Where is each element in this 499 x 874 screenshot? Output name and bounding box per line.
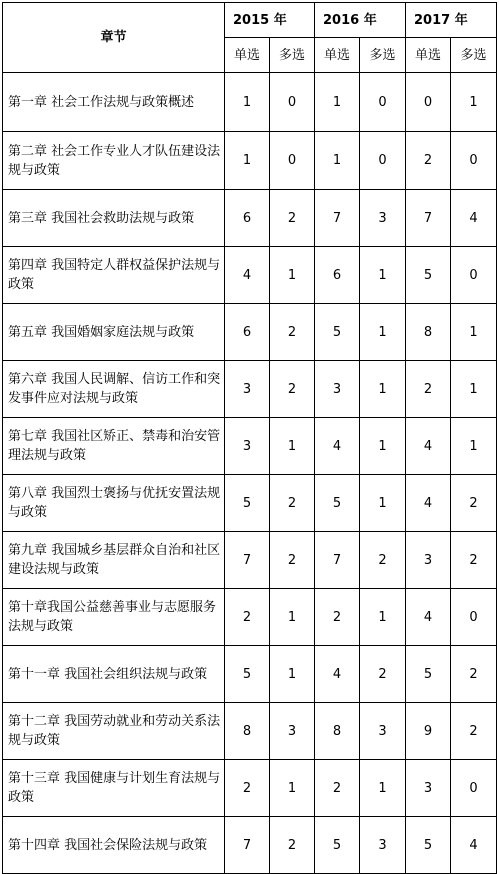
count-cell: 8 xyxy=(315,703,360,760)
count-cell: 2 xyxy=(270,304,315,361)
count-cell: 2 xyxy=(270,475,315,532)
count-cell: 2 xyxy=(406,132,451,190)
count-cell: 7 xyxy=(315,190,360,247)
single-choice-header: 单选 xyxy=(225,38,270,73)
count-cell: 2 xyxy=(360,532,406,589)
table-row xyxy=(3,190,497,247)
count-cell: 1 xyxy=(451,361,497,418)
count-cell: 0 xyxy=(451,589,497,646)
single-choice-header: 单选 xyxy=(315,38,360,73)
chapter-cell: 第九章 我国城乡基层群众自治和社区建设法规与政策 xyxy=(3,532,225,589)
count-cell: 7 xyxy=(406,190,451,247)
table-row xyxy=(3,73,497,132)
count-cell: 7 xyxy=(225,817,270,874)
count-cell: 2 xyxy=(225,760,270,817)
count-cell: 0 xyxy=(451,247,497,304)
count-cell: 1 xyxy=(360,589,406,646)
count-cell: 5 xyxy=(406,817,451,874)
multi-choice-header: 多选 xyxy=(360,38,406,73)
table-row xyxy=(3,132,497,190)
count-cell: 1 xyxy=(451,418,497,475)
count-cell: 4 xyxy=(225,247,270,304)
count-cell: 5 xyxy=(315,475,360,532)
count-cell: 3 xyxy=(406,760,451,817)
table-row xyxy=(3,817,497,874)
chapter-cell: 第七章 我国社区矫正、禁毒和治安管理法规与政策 xyxy=(3,418,225,475)
count-cell: 1 xyxy=(270,646,315,703)
count-cell: 1 xyxy=(270,760,315,817)
count-cell: 6 xyxy=(225,304,270,361)
table-row xyxy=(3,304,497,361)
count-cell: 5 xyxy=(315,304,360,361)
count-cell: 2 xyxy=(225,589,270,646)
count-cell: 2 xyxy=(360,646,406,703)
table-row xyxy=(3,532,497,589)
count-cell: 3 xyxy=(406,532,451,589)
count-cell: 1 xyxy=(360,247,406,304)
chapter-cell: 第八章 我国烈士褒扬与优抚安置法规与政策 xyxy=(3,475,225,532)
count-cell: 4 xyxy=(451,190,497,247)
count-cell: 1 xyxy=(360,760,406,817)
count-cell: 6 xyxy=(315,247,360,304)
chapter-cell: 第十二章 我国劳动就业和劳动关系法规与政策 xyxy=(3,703,225,760)
chapter-cell: 第十一章 我国社会组织法规与政策 xyxy=(3,646,225,703)
count-cell: 1 xyxy=(451,73,497,132)
count-cell: 4 xyxy=(406,475,451,532)
multi-choice-header: 多选 xyxy=(451,38,497,73)
count-cell: 3 xyxy=(360,190,406,247)
count-cell: 2 xyxy=(270,532,315,589)
table-row xyxy=(3,475,497,532)
count-cell: 0 xyxy=(270,132,315,190)
count-cell: 2 xyxy=(270,190,315,247)
count-cell: 0 xyxy=(270,73,315,132)
chapter-cell: 第三章 我国社会救助法规与政策 xyxy=(3,190,225,247)
count-cell: 5 xyxy=(225,646,270,703)
count-cell: 8 xyxy=(225,703,270,760)
count-cell: 3 xyxy=(225,361,270,418)
count-cell: 5 xyxy=(225,475,270,532)
chapter-cell: 第五章 我国婚姻家庭法规与政策 xyxy=(3,304,225,361)
count-cell: 7 xyxy=(315,532,360,589)
count-cell: 3 xyxy=(225,418,270,475)
count-cell: 6 xyxy=(225,190,270,247)
multi-choice-header: 多选 xyxy=(270,38,315,73)
chapter-cell: 第十章我国公益慈善事业与志愿服务法规与政策 xyxy=(3,589,225,646)
count-cell: 4 xyxy=(406,589,451,646)
year-header-2017: 2017 年 xyxy=(406,3,497,38)
count-cell: 0 xyxy=(360,132,406,190)
count-cell: 4 xyxy=(315,646,360,703)
count-cell: 5 xyxy=(406,247,451,304)
count-cell: 4 xyxy=(451,817,497,874)
single-choice-header: 单选 xyxy=(406,38,451,73)
table-row xyxy=(3,361,497,418)
count-cell: 9 xyxy=(406,703,451,760)
table-row xyxy=(3,589,497,646)
count-cell: 0 xyxy=(451,760,497,817)
table-body xyxy=(3,73,497,874)
count-cell: 5 xyxy=(406,646,451,703)
count-cell: 2 xyxy=(270,817,315,874)
count-cell: 1 xyxy=(360,475,406,532)
exam-distribution-table xyxy=(2,2,497,874)
count-cell: 2 xyxy=(315,589,360,646)
count-cell: 5 xyxy=(315,817,360,874)
count-cell: 3 xyxy=(315,361,360,418)
chapter-cell: 第十四章 我国社会保险法规与政策 xyxy=(3,817,225,874)
header-row-years xyxy=(3,3,497,38)
table-row xyxy=(3,418,497,475)
count-cell: 4 xyxy=(315,418,360,475)
count-cell: 1 xyxy=(360,361,406,418)
count-cell: 0 xyxy=(451,132,497,190)
count-cell: 1 xyxy=(451,304,497,361)
count-cell: 0 xyxy=(406,73,451,132)
table-row xyxy=(3,760,497,817)
count-cell: 3 xyxy=(360,703,406,760)
count-cell: 2 xyxy=(451,703,497,760)
count-cell: 1 xyxy=(360,418,406,475)
chapter-column-header: 章节 xyxy=(3,3,225,73)
count-cell: 1 xyxy=(360,304,406,361)
chapter-cell: 第六章 我国人民调解、信访工作和突发事件应对法规与政策 xyxy=(3,361,225,418)
count-cell: 2 xyxy=(270,361,315,418)
count-cell: 1 xyxy=(225,132,270,190)
count-cell: 3 xyxy=(270,703,315,760)
count-cell: 2 xyxy=(406,361,451,418)
count-cell: 2 xyxy=(451,532,497,589)
count-cell: 1 xyxy=(315,132,360,190)
chapter-cell: 第四章 我国特定人群权益保护法规与政策 xyxy=(3,247,225,304)
count-cell: 2 xyxy=(451,475,497,532)
table-row xyxy=(3,247,497,304)
count-cell: 1 xyxy=(270,589,315,646)
count-cell: 8 xyxy=(406,304,451,361)
chapter-cell: 第十三章 我国健康与计划生育法规与政策 xyxy=(3,760,225,817)
count-cell: 7 xyxy=(225,532,270,589)
year-header-2016: 2016 年 xyxy=(315,3,406,38)
count-cell: 3 xyxy=(360,817,406,874)
count-cell: 1 xyxy=(225,73,270,132)
chapter-cell: 第二章 社会工作专业人才队伍建设法规与政策 xyxy=(3,132,225,190)
year-header-2015: 2015 年 xyxy=(225,3,315,38)
chapter-cell: 第一章 社会工作法规与政策概述 xyxy=(3,73,225,132)
table-row xyxy=(3,646,497,703)
count-cell: 4 xyxy=(406,418,451,475)
count-cell: 2 xyxy=(315,760,360,817)
count-cell: 1 xyxy=(270,418,315,475)
table-row xyxy=(3,703,497,760)
count-cell: 1 xyxy=(315,73,360,132)
count-cell: 1 xyxy=(270,247,315,304)
count-cell: 0 xyxy=(360,73,406,132)
count-cell: 2 xyxy=(451,646,497,703)
